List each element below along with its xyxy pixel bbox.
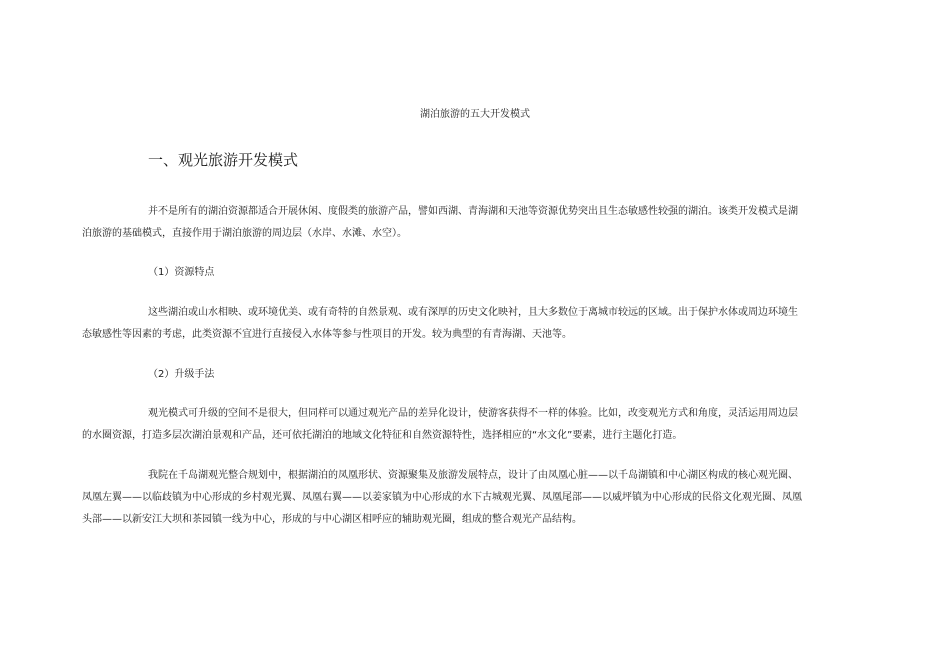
document-title: 湖泊旅游的五大开发模式 [420,109,530,120]
paragraph-case-study: 我院在千岛湖观光整合规划中，根据湖泊的凤凰形状、资源聚集及旅游发展特点，设计了由凤凰心脏——以千岛湖镇和中心湖区构成的核心观光圈、凤凰左翼——以临歧镇为中心形成的乡村观光翼、凤凰右翼——以姜家镇为中心形成的水下古城观光翼、凤凰尾部——以威坪镇为中心形成的民俗文化观光圈、凤凰头部——以新安江大坝和茶园镇一线为中心，形成的与中心湖区相呼应的辅助观光圈，组成的整合观光产品结构。 [82,470,802,525]
subheading-resource-features: （1）资源特点 [148,267,215,278]
paragraph-upgrade-methods: 观光模式可升级的空间不是很大，但同样可以通过观光产品的差异化设计，使游客获得不一样的体验。比如，改变观光方式和角度，灵活运用周边层的水圈资源，打造多层次湖泊景观和产品，还可依托湖泊的地域文化特征和自然资源特性，选择相应的“水文化”要素，进行主题化打造。 [82,408,798,441]
subheading-upgrade-methods: （2）升级手法 [148,369,215,380]
paragraph-resource-features: 这些湖泊或山水相映、或环境优美、或有奇特的自然景观、或有深厚的历史文化映衬，且大多数位于离城市较远的区域。出于保护水体或周边环境生态敏感性等因素的考虑，此类资源不宜进行直接侵入水体等参与性项目的开发。较为典型的有青海湖、天池等。 [82,307,798,340]
section-heading: 一、观光旅游开发模式 [148,151,299,169]
paragraph-intro: 并不是所有的湖泊资源都适合开展休闲、度假类的旅游产品，譬如西湖、青海湖和天池等资源优势突出且生态敏感性较强的湖泊。该类开发模式是湖泊旅游的基础模式，直接作用于湖泊旅游的周边层（水岸、水滩、水空）。 [82,206,798,239]
